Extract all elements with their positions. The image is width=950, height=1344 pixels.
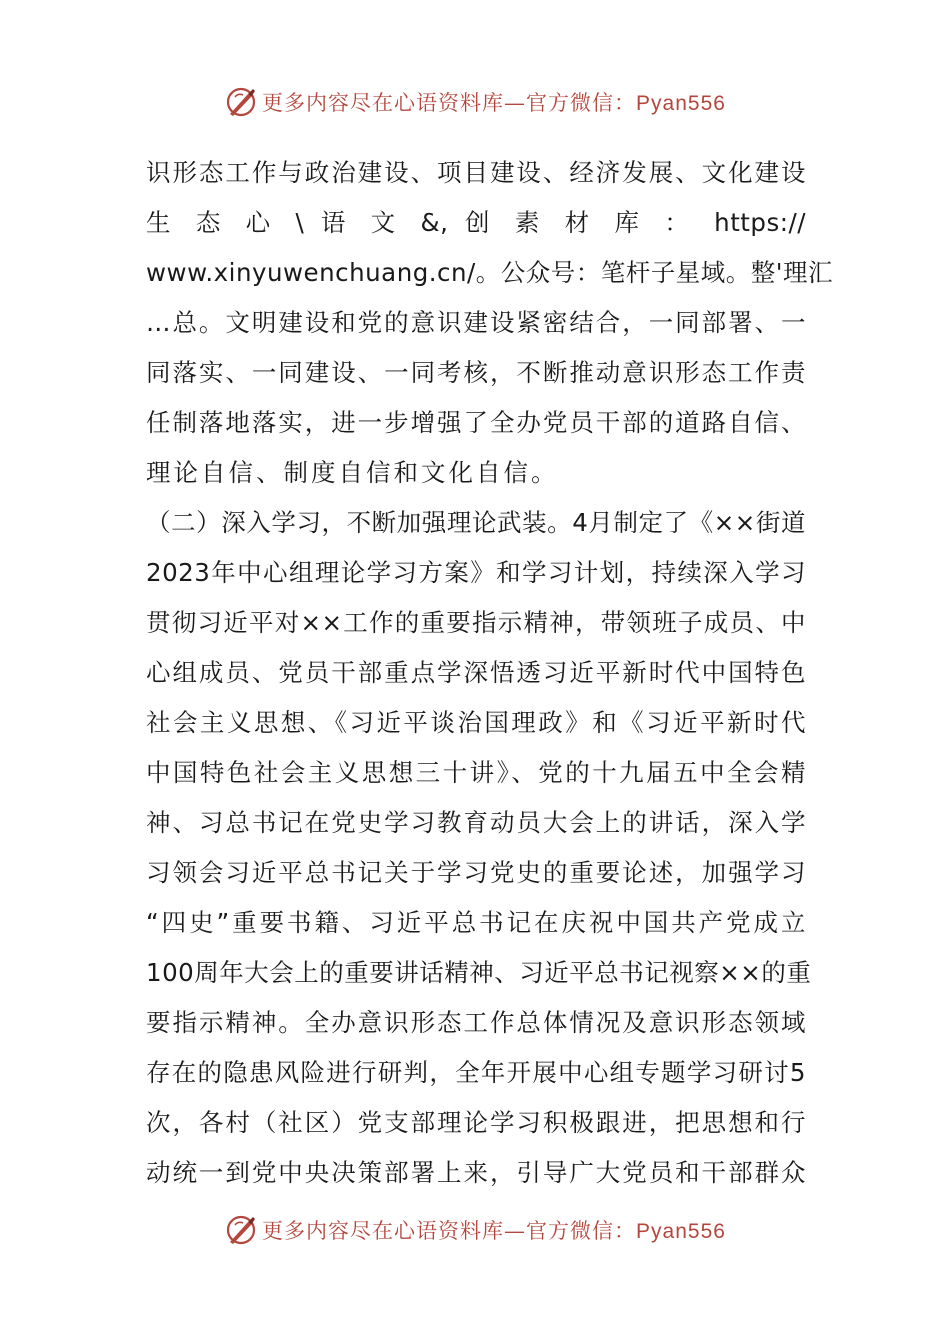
pen-circle-logo-icon — [224, 85, 258, 119]
header-separator: — — [504, 91, 527, 115]
body-line: 习领会习近平总书记关于学习党史的重要论述，加强学习 — [146, 858, 806, 887]
body-line: 100周年大会上的重要讲话精神、习近平总书记视察××的重 — [146, 958, 812, 987]
body-line: 理论自信、制度自信和文化自信。 — [146, 458, 559, 487]
body-line: 存在的隐患风险进行研判，全年开展中心组专题学习研讨5 — [146, 1058, 806, 1087]
footer-brand: 更多内容尽在心语资料库 — [262, 1219, 505, 1243]
pen-circle-logo-icon — [224, 1213, 258, 1247]
footer-banner — [0, 1210, 950, 1250]
header-text — [262, 87, 726, 117]
body-line: 任制落地落实，进一步增强了全办党员干部的道路自信、 — [146, 408, 806, 437]
body-line: 神、习总书记在党史学习教育动员大会上的讲话，深入学 — [146, 808, 806, 837]
footer-separator: — — [504, 1219, 527, 1243]
body-line: “四史”重要书籍、习近平总书记在庆祝中国共产党成立 — [146, 908, 806, 937]
header-brand: 更多内容尽在心语资料库 — [262, 91, 505, 115]
document-body — [146, 148, 834, 1198]
body-line: 要指示精神。全办意识形态工作总体情况及意识形态领域 — [146, 1008, 806, 1037]
body-line: 识形态工作与政治建设、项目建设、经济发展、文化建设 — [146, 158, 806, 187]
body-line: 心组成员、党员干部重点学深悟透习近平新时代中国特色 — [146, 658, 806, 687]
body-line: …总。文明建设和党的意识建设紧密结合，一同部署、一 — [146, 308, 806, 337]
header-banner — [0, 82, 950, 122]
body-line: 生 态 心 \ 语 文 &, 创 素 材 库 ： https:// — [146, 208, 806, 237]
body-line: 同落实、一同建设、一同考核，不断推动意识形态工作责 — [146, 358, 806, 387]
body-line: 社会主义思想、《习近平谈治国理政》和《习近平新时代 — [146, 708, 806, 737]
body-line: 动统一到党中央决策部署上来，引导广大党员和干部群众 — [146, 1158, 806, 1187]
footer-contact-id: Pyan556 — [636, 1220, 726, 1243]
footer-text — [262, 1215, 726, 1245]
footer-contact-label: 官方微信： — [526, 1219, 637, 1243]
body-line: 2023年中心组理论学习方案》和学习计划，持续深入学习 — [146, 558, 806, 587]
header-contact-label: 官方微信： — [526, 91, 637, 115]
body-line: （二）深入学习，不断加强理论武装。4月制定了《××街道 — [146, 508, 806, 537]
body-line: 中国特色社会主义思想三十讲》、党的十九届五中全会精 — [146, 758, 806, 787]
header-contact-id: Pyan556 — [636, 92, 726, 115]
body-line: 贯彻习近平对××工作的重要指示精神，带领班子成员、中 — [146, 608, 806, 637]
body-line: www.xinyuwenchuang.cn/。公众号：笔杆子星域。整'理汇 — [146, 258, 834, 287]
body-line: 次，各村（社区）党支部理论学习积极跟进，把思想和行 — [146, 1108, 806, 1137]
